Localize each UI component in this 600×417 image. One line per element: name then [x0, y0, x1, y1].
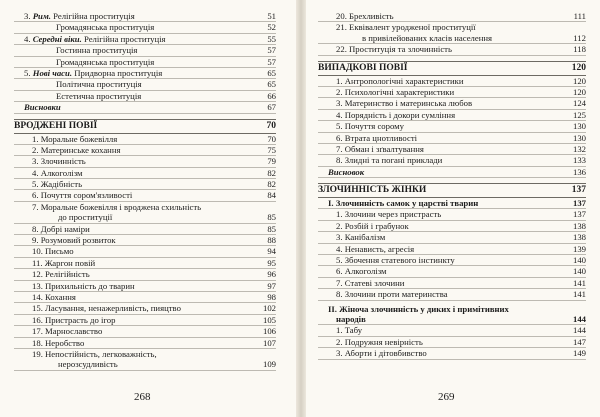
toc-entry: 1. Табу 144: [318, 325, 586, 336]
page-number: 130: [572, 121, 586, 132]
toc-entry: 20. Брехливість 111: [318, 11, 586, 22]
toc-entry-line1: 19. Непостійність, легковажність,: [32, 348, 157, 359]
page-number: 138: [572, 232, 586, 243]
page-number: 112: [573, 32, 586, 43]
page-number: 67: [267, 102, 276, 113]
page-number: 132: [572, 143, 586, 154]
toc-entry: 5. Нові часи. Придворна проституція 65: [14, 68, 276, 79]
toc-entry: 5. Почуття сорому 130: [318, 121, 586, 132]
page-folio: 269: [438, 391, 455, 403]
page-number: 66: [267, 90, 276, 101]
page-number: 109: [262, 359, 276, 370]
toc-entry: 8. Добрі наміри 85: [14, 224, 276, 235]
toc-entry: Висновок 136: [318, 167, 586, 178]
toc-entry: 3. Материнство і материнська любов 124: [318, 98, 586, 109]
page-number: 133: [572, 155, 586, 166]
page-number: 55: [267, 33, 276, 44]
page-number: 102: [262, 303, 276, 314]
page-number: 111: [573, 11, 586, 21]
page-number: 120: [572, 86, 586, 97]
toc-entry: 18. Неробство 107: [14, 338, 276, 349]
section-heading: ВРОДЖЕНІ ПОВІЇ 70: [14, 119, 276, 134]
toc-entry: 2. Подружня невірність 147: [318, 337, 586, 348]
toc-entry: 5. Жадібність 82: [14, 179, 276, 190]
page-number: 137: [572, 198, 586, 209]
page-number: 82: [267, 179, 276, 190]
page-number: 106: [262, 326, 276, 337]
toc-entry: 4. Алкоголізм 82: [14, 168, 276, 179]
toc-entry: 17. Марнославство 106: [14, 326, 276, 337]
page-number: 139: [572, 243, 586, 254]
toc-entry: 2. Материнське кохання 75: [14, 145, 276, 156]
page-number: 65: [267, 79, 276, 90]
toc-entry-line1: 7. Моральне божевілля і вроджена схильність: [32, 201, 202, 212]
toc-entry: 8. Злочини проти материнства 141: [318, 289, 586, 300]
toc-entry: 1. Антропологічні характеристики 120: [318, 76, 586, 87]
page-number: 97: [267, 280, 276, 291]
toc-entry: 14. Кохання 98: [14, 292, 276, 303]
toc-entry: Висновки 67: [14, 102, 276, 113]
toc-entry: 7. Обман і зґвалтування 132: [318, 144, 586, 155]
page-number: 149: [572, 348, 586, 359]
subsection-heading-line2: народів 144: [318, 314, 586, 325]
page-number: 140: [572, 255, 586, 266]
page-number: 95: [267, 257, 276, 268]
toc-entry: Громадянська проституція 57: [14, 57, 276, 68]
page-number: 105: [262, 314, 276, 325]
toc-entry: 15. Ласування, ненажерливість, пияцтво 102: [14, 303, 276, 314]
toc-entry: 2. Розбій і грабунок 138: [318, 221, 586, 232]
page-folio: 268: [134, 391, 151, 403]
page-number: 85: [267, 223, 276, 234]
toc-entry: 10. Письмо 94: [14, 246, 276, 257]
page-number: 94: [267, 246, 276, 257]
subsection-heading: I. Злочинність самок у царстві тварин 137: [318, 198, 586, 209]
page-number: 130: [572, 132, 586, 143]
page-number: 107: [262, 337, 276, 348]
subsection-heading: II. Жіноча злочинність у диких і примітивних: [328, 303, 509, 314]
page-number: 137: [571, 185, 586, 196]
toc-entry: 16. Пристрасть до ігор 105: [14, 315, 276, 326]
toc-entry-line1: 21. Еквівалент уродженої проституції: [336, 22, 476, 33]
page-number: 136: [572, 166, 586, 177]
page-number: 82: [267, 167, 276, 178]
toc-entry: 3. Рим. Релігійна проституція 51: [14, 11, 276, 22]
toc-entry-line2: до проституції 85: [14, 212, 276, 223]
page-number: 138: [572, 220, 586, 231]
toc-entry: 6. Алкоголізм 140: [318, 266, 586, 277]
page-number: 75: [267, 144, 276, 155]
section-heading: ВИПАДКОВІ ПОВІЇ 120: [318, 61, 586, 76]
page-number: 141: [572, 277, 586, 288]
page-number: 88: [267, 235, 276, 246]
page-number: 120: [572, 75, 586, 86]
toc-entry: 8. Злидні та погані приклади 133: [318, 155, 586, 166]
section-heading: ЗЛОЧИННІСТЬ ЖІНКИ 137: [318, 183, 586, 198]
toc-entry: Громадянська проституція 52: [14, 22, 276, 33]
toc-entry: 4. Ненависть, агресія 139: [318, 244, 586, 255]
toc-entry: 13. Прихильність до тварин 97: [14, 281, 276, 292]
toc-entry: 4. Середні віки. Релігійна проституція 55: [14, 34, 276, 45]
toc-entry: Політична проституція 65: [14, 79, 276, 90]
page-number: 124: [572, 98, 586, 109]
page-number: 144: [572, 313, 586, 324]
toc-entry: 4. Порядність і докори сумління 125: [318, 110, 586, 121]
page-number: 147: [572, 336, 586, 347]
toc-entry-line2: в привілейованих класів населення 112: [318, 33, 586, 44]
page-number: 125: [572, 109, 586, 120]
page-number: 57: [267, 56, 276, 67]
page-number: 70: [267, 133, 276, 144]
toc-entry: 11. Жаргон повій 95: [14, 258, 276, 269]
page-number: 52: [267, 22, 276, 33]
toc-entry: Естетична проституція 66: [14, 91, 276, 102]
book-gutter: [296, 0, 306, 417]
page-number: 79: [267, 156, 276, 167]
page-number: 70: [266, 120, 276, 131]
page-number: 85: [267, 212, 276, 223]
toc-entry: 3. Аборти і дітовбивство 149: [318, 348, 586, 359]
toc-entry: 1. Злочини через пристрасть 137: [318, 209, 586, 220]
page-number: 57: [267, 45, 276, 56]
page-number: 65: [267, 67, 276, 78]
page-number: 96: [267, 269, 276, 280]
page-number: 98: [267, 291, 276, 302]
toc-entry: Гостинна проституція 57: [14, 45, 276, 56]
toc-entry: 22. Проституція та злочинність 118: [318, 44, 586, 55]
toc-entry-line2: нерозсудливість 109: [14, 359, 276, 370]
toc-entry: 2. Психологічні характеристики 120: [318, 87, 586, 98]
page-number: 120: [571, 62, 586, 73]
toc-entry: 7. Статеві злочини 141: [318, 278, 586, 289]
toc-entry: 6. Втрата цнотливості 130: [318, 133, 586, 144]
toc-entry: 9. Розумовий розвиток 88: [14, 235, 276, 246]
left-page: [14, 11, 276, 371]
toc-entry: 1. Моральне божевілля 70: [14, 134, 276, 145]
toc-entry: 3. Канібалізм 138: [318, 232, 586, 243]
toc-entry: 6. Почуття сором'язливості 84: [14, 190, 276, 201]
right-page: [318, 11, 586, 360]
page-number: 137: [572, 209, 586, 220]
toc-entry: 3. Злочинність 79: [14, 156, 276, 167]
page-number: 51: [267, 11, 276, 21]
page-number: 144: [572, 325, 586, 336]
toc-entry: 5. Збочення статевого інстинкту 140: [318, 255, 586, 266]
page-number: 141: [572, 289, 586, 300]
page-number: 118: [573, 44, 586, 55]
page-number: 140: [572, 266, 586, 277]
page-number: 84: [267, 190, 276, 201]
toc-entry: 12. Релігійність 96: [14, 269, 276, 280]
